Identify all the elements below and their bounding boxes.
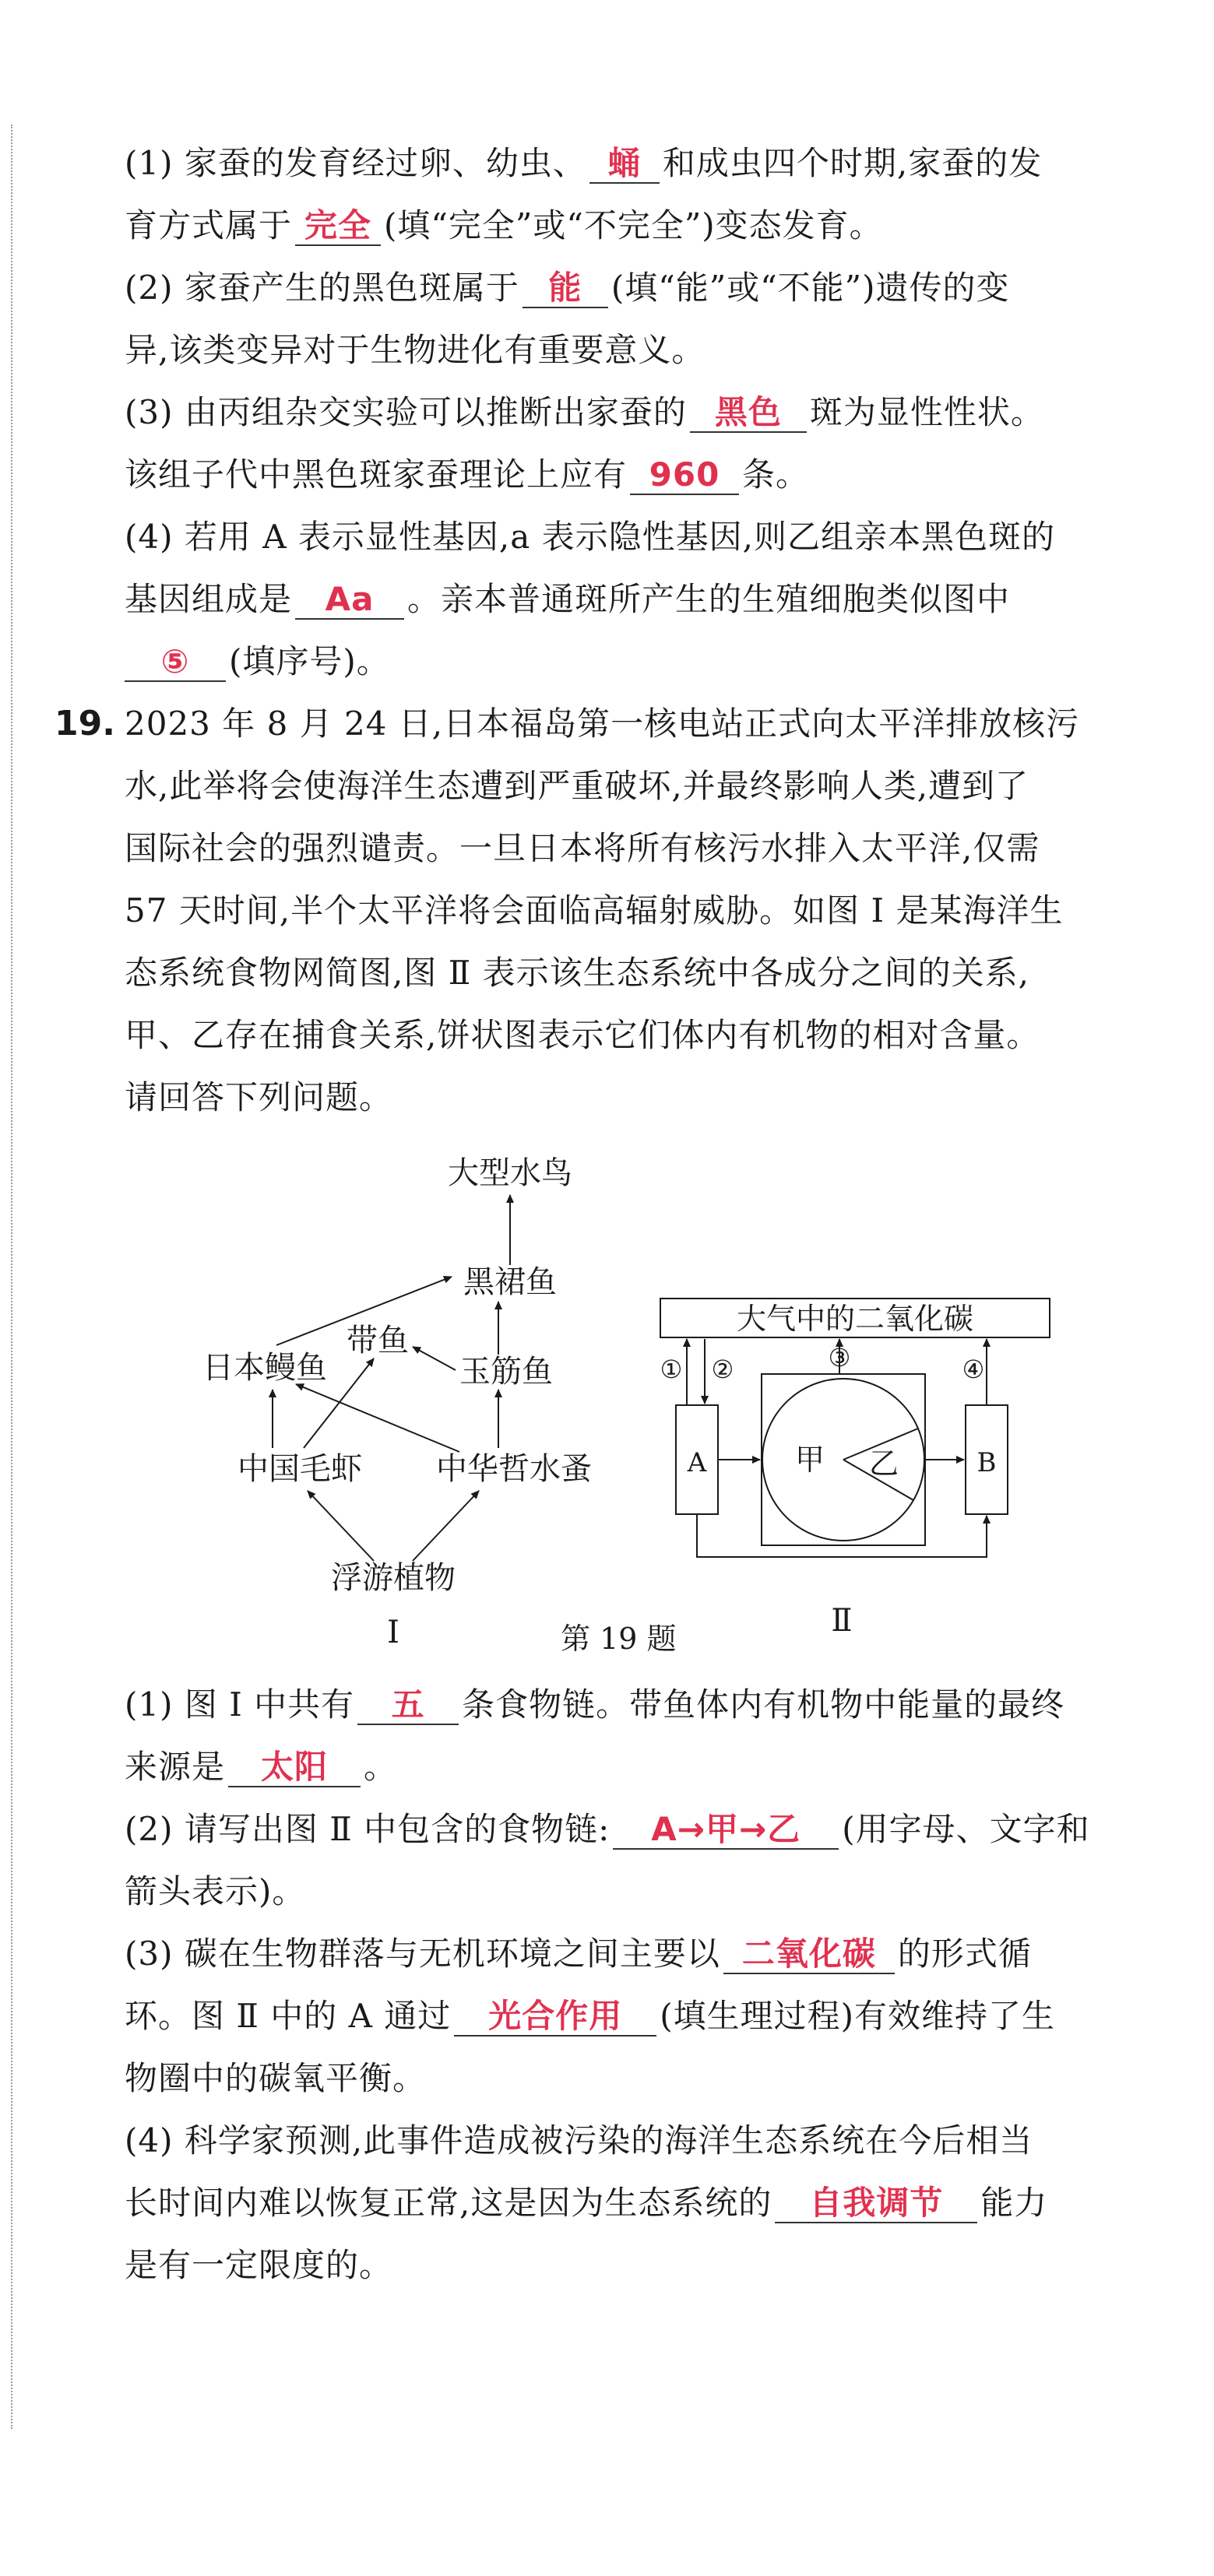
q18-p4-line3: ⑤ (填序号)。 [125, 638, 390, 685]
q18-p1-line1: (1) 家蚕的发育经过卵、幼虫、 蛹 和成虫四个时期,家蚕的发 [125, 144, 1043, 182]
answer-blank: 二氧化碳 [723, 1935, 895, 1974]
node-sand-lance: 玉筋鱼 [459, 1354, 553, 1390]
q19-p4-line2: 长时间内难以恢复正常,这是因为生态系统的 自我调节 能力 [125, 2184, 1048, 2222]
figure2-label: Ⅱ [831, 1603, 853, 1639]
answer-blank: Aa [295, 581, 404, 620]
q19-p1-line2: 来源是 太阳 。 [125, 1748, 398, 1786]
q19-intro-line6: 甲、乙存在捕食关系,饼状图表示它们体内有机物的相对含量。 [125, 1016, 1040, 1054]
node-black-skirt-fish: 黑裙鱼 [463, 1264, 557, 1300]
q19-intro-line2: 水,此举将会使海洋生态遭到严重破坏,并最终影响人类,遭到了 [125, 767, 1029, 805]
answer-blank: 自我调节 [775, 2184, 977, 2223]
q19-intro-line7: 请回答下列问题。 [125, 1078, 393, 1116]
atmosphere-co2-label: 大气中的二氧化碳 [736, 1302, 974, 1336]
label-yi: 乙 [868, 1446, 899, 1481]
node-copepod: 中华哲水蚤 [436, 1451, 592, 1487]
q19-intro-line5: 态系统食物网简图,图 Ⅱ 表示该生态系统中各成分之间的关系, [125, 954, 1029, 992]
q18-p2-line2: 异,该类变异对于生物进化有重要意义。 [125, 331, 706, 369]
q19-p2-line2: 箭头表示)。 [125, 1872, 306, 1910]
q18-p2-line1: (2) 家蚕产生的黑色斑属于 能 (填“能”或“不能”)遗传的变 [125, 269, 1010, 307]
label-B: B [976, 1447, 997, 1478]
answer-blank: 能 [523, 269, 608, 308]
node-large-waterbird: 大型水鸟 [448, 1155, 572, 1191]
node-phytoplankton: 浮游植物 [331, 1560, 456, 1596]
arrow-copepod-to-eel [296, 1384, 459, 1452]
label-A: A [687, 1447, 707, 1478]
q19-p2-line1: (2) 请写出图 Ⅱ 中包含的食物链: A→甲→乙 (用字母、文字和 [125, 1810, 1090, 1848]
q18-p3-line1: (3) 由丙组杂交实验可以推断出家蚕的 黑色 斑为显性性状。 [125, 393, 1044, 431]
label-arrow-2: ② [711, 1355, 734, 1384]
q19-p1-line1: (1) 图 Ⅰ 中共有 五 条食物链。带鱼体内有机物中能量的最终 [125, 1685, 1065, 1724]
answer-blank: ⑤ [125, 643, 226, 682]
q19-intro-line1: 2023 年 8 月 24 日,日本福岛第一核电站正式向太平洋排放核污 [125, 705, 1080, 743]
answer-blank: A→甲→乙 [613, 1811, 839, 1850]
q19-p3-line3: 物圈中的碳氧平衡。 [125, 2059, 427, 2097]
arrow-plankton-to-shrimp [308, 1491, 374, 1561]
label-jia: 甲 [794, 1443, 825, 1477]
q19-p4-line1: (4) 科学家预测,此事件造成被污染的海洋生态系统在今后相当 [125, 2121, 1033, 2160]
q18-p3-line2: 该组子代中黑色斑家蚕理论上应有 960 条。 [125, 455, 810, 494]
label-arrow-3: ③ [828, 1343, 851, 1372]
q19-intro-line4: 57 天时间,半个太平洋将会面临高辐射威胁。如图 Ⅰ 是某海洋生 [125, 891, 1064, 930]
q19-p3-line1: (3) 碳在生物群落与无机环境之间主要以 二氧化碳 的形式循 [125, 1935, 1032, 1973]
arrow-sandlance-to-beltfish [413, 1347, 456, 1370]
q19-intro-line3: 国际社会的强烈谴责。一旦日本将所有核污水排入太平洋,仅需 [125, 829, 1040, 867]
answer-blank: 黑色 [690, 394, 807, 433]
answer-blank: 太阳 [228, 1748, 361, 1787]
carbon-cycle-figure [660, 1299, 1050, 1639]
figure1-label: Ⅰ [387, 1615, 399, 1650]
label-arrow-4: ④ [962, 1355, 985, 1384]
label-arrow-1: ① [660, 1355, 683, 1384]
node-beltfish: 带鱼 [347, 1323, 409, 1358]
answer-blank: 光合作用 [454, 1998, 656, 2037]
figure-caption: 第 19 题 [561, 1622, 677, 1656]
answer-blank: 960 [630, 456, 739, 495]
arrow-plankton-to-copepod [413, 1491, 479, 1561]
answer-blank: 蛹 [589, 145, 660, 184]
node-japanese-eel: 日本鳗鱼 [202, 1350, 327, 1386]
food-web-figure [202, 1155, 592, 1650]
question-number: 19. [55, 704, 115, 743]
q18-p1-line2: 育方式属于 完全 (填“完全”或“不完全”)变态发育。 [125, 206, 883, 244]
arrow-A-to-B [697, 1514, 987, 1557]
node-chinese-shrimp: 中国毛虾 [238, 1451, 362, 1487]
q18-p4-line2: 基因组成是 Aa 。亲本普通斑所产生的生殖细胞类似图中 [125, 580, 1011, 618]
q19-p4-line3: 是有一定限度的。 [125, 2246, 393, 2284]
answer-blank: 五 [357, 1686, 459, 1725]
answer-blank: 完全 [295, 207, 381, 246]
q19-p3-line2: 环。图 Ⅱ 中的 A 通过 光合作用 (填生理过程)有效维持了生 [125, 1997, 1056, 2035]
q18-p4-line1: (4) 若用 A 表示显性基因,a 表示隐性基因,则乙组亲本黑色斑的 [125, 518, 1055, 556]
